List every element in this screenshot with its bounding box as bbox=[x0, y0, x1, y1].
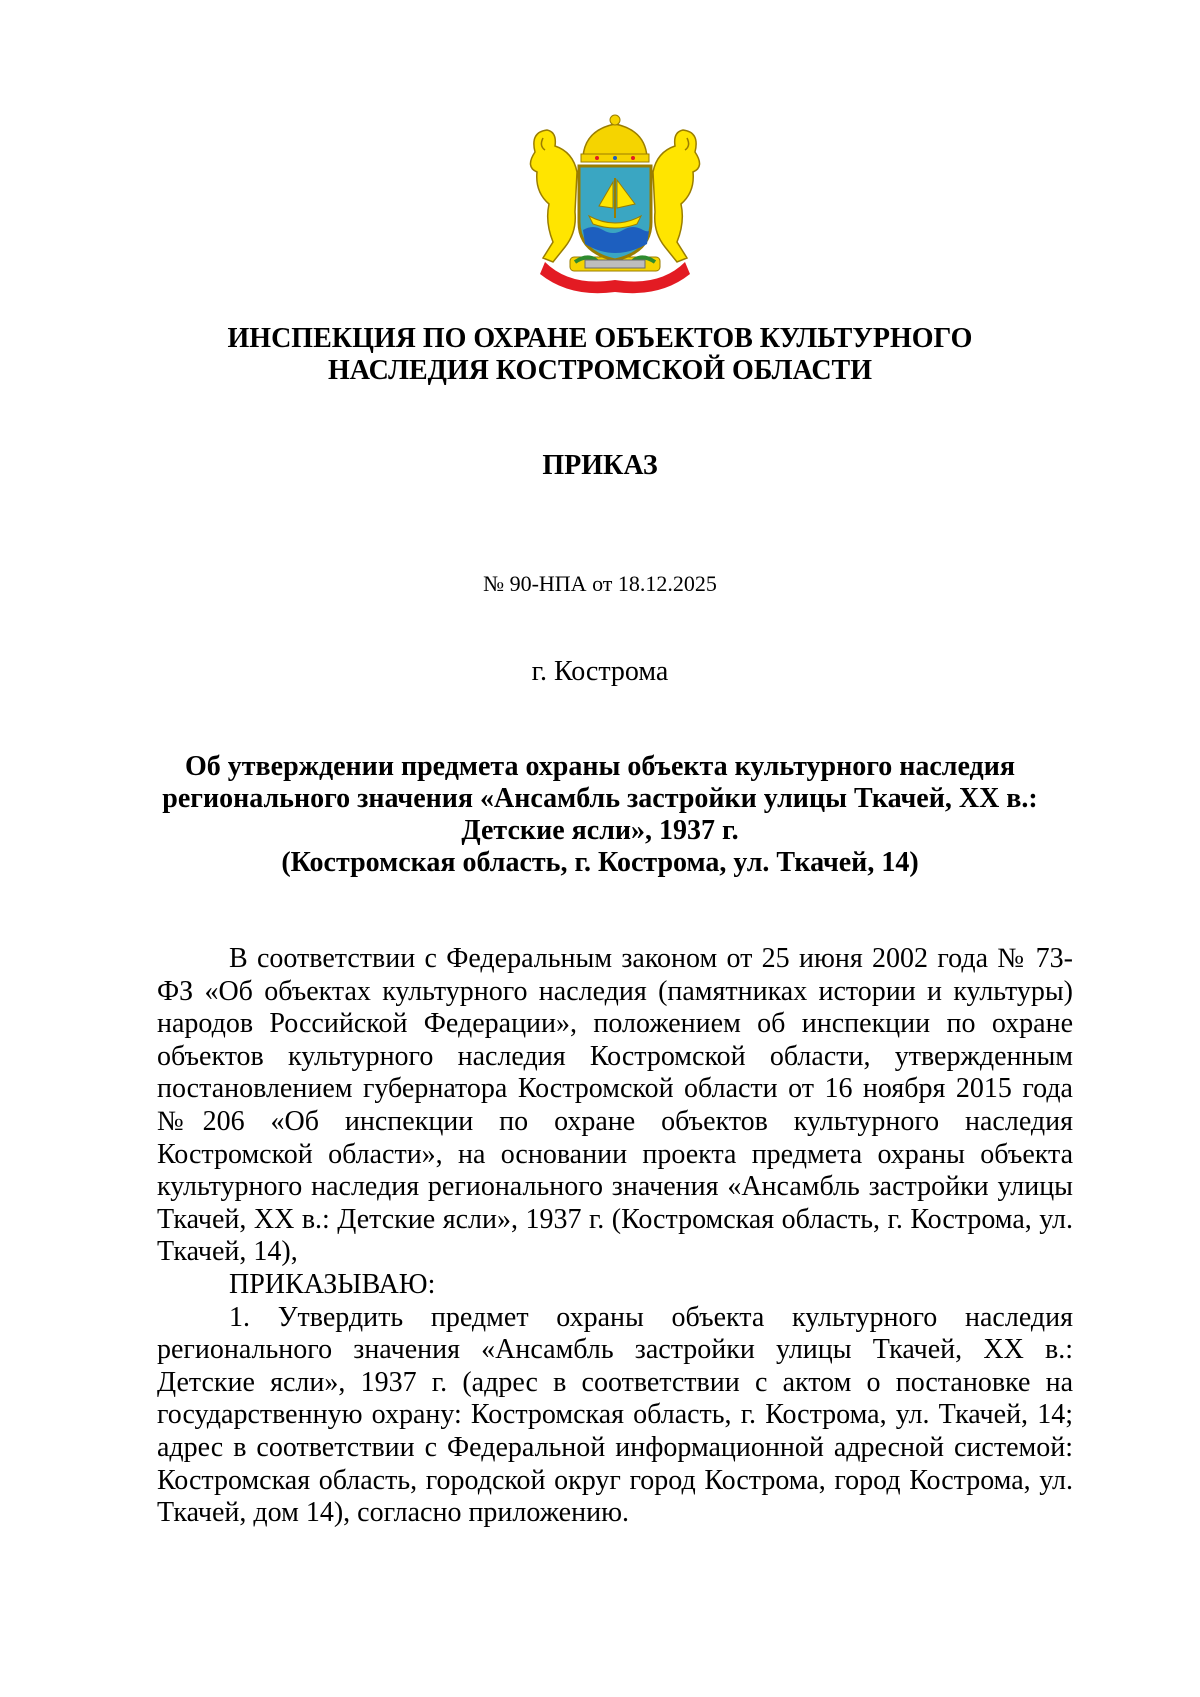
organization-line-1: ИНСПЕКЦИЯ ПО ОХРАНЕ ОБЪЕКТОВ КУЛЬТУРНОГО bbox=[227, 323, 973, 354]
document-number: № 90-НПА от 18.12.2025 bbox=[483, 571, 717, 596]
coat-of-arms-icon bbox=[515, 112, 715, 298]
organization-name bbox=[100, 323, 1100, 387]
organization-line-2: НАСЛЕДИЯ КОСТРОМСКОЙ ОБЛАСТИ bbox=[327, 355, 873, 386]
document-title bbox=[130, 751, 1070, 879]
order-word: ПРИКАЗЫВАЮ: bbox=[229, 1268, 436, 1300]
title-line-2: регионального значения «Ансамбль застройки улицы Ткачей, XX в.: bbox=[162, 783, 1038, 814]
title-line-3: Детские ясли», 1937 г. bbox=[461, 815, 739, 846]
order-item-1: 1. Утвердить предмет охраны объекта культурного наследия регионального значения «Ансамбль застройки улицы Ткачей, XX в.: Детские ясли», 1937 г. (адрес в соответствии с актом о постановке на государственную охрану: Костромская область, г. Кострома, ул. Ткачей, 14; адрес в соответствии с Федеральной информационной адресной системой: Костромская область, городской округ город Кострома, город Кострома, ул. Ткачей, дом 14), согласно приложению. bbox=[157, 1301, 1073, 1529]
city: г. Кострома bbox=[531, 656, 669, 687]
document-body bbox=[157, 943, 1073, 1530]
preamble-paragraph: В соответствии с Федеральным законом от 25 июня 2002 года № 73-ФЗ «Об объектах культурного наследия (памятниках истории и культуры) народов Российской Федерации», положением об инспекции по охране объектов культурного наследия Костромской области, утвержденным постановлением губернатора Костромской области от 16 ноября 2015 года №206 «Об инспекции по охране объектов культурного наследия Костромской области», на основании проекта предмета охраны объекта культурного наследия регионального значения «Ансамбль застройки улицы Ткачей, XX в.: Детские ясли», 1937 г. (Костромская область, г. Кострома, ул. Ткачей, 14), bbox=[157, 943, 1073, 1268]
document-type: ПРИКАЗ bbox=[542, 450, 658, 481]
title-line-1: Об утверждении предмета охраны объекта культурного наследия bbox=[185, 751, 1015, 782]
title-line-4: (Костромская область, г. Кострома, ул. Ткачей, 14) bbox=[281, 847, 919, 878]
